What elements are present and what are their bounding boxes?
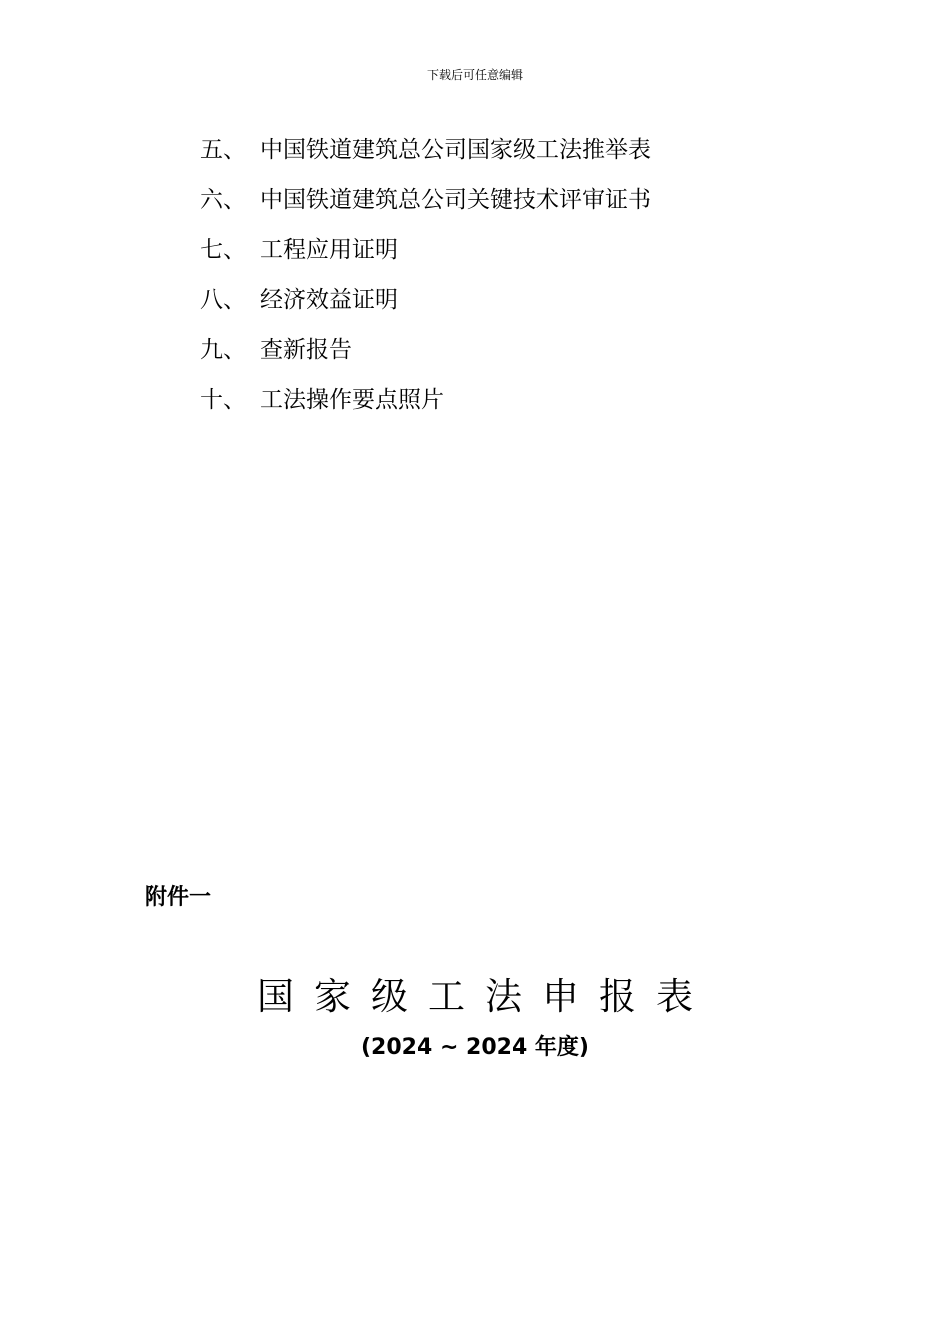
list-item-number: 七、 — [200, 237, 246, 263]
list-item-text: 中国铁道建筑总公司关键技术评审证书 — [260, 187, 651, 213]
list-item-number: 八、 — [200, 287, 246, 313]
list-item-number: 九、 — [200, 337, 246, 363]
list-item-number: 六、 — [200, 187, 246, 213]
list-item-number: 十、 — [200, 387, 246, 413]
attachment-label: 附件一 — [145, 885, 212, 910]
list-item — [200, 332, 651, 382]
list-item — [200, 232, 651, 282]
list-item-number: 五、 — [200, 137, 246, 163]
list-item-text: 经济效益证明 — [260, 287, 398, 313]
list-item-text: 工程应用证明 — [260, 237, 398, 263]
list-item-text: 查新报告 — [260, 337, 352, 363]
list-item-text: 中国铁道建筑总公司国家级工法推举表 — [260, 137, 651, 163]
list-item — [200, 182, 651, 232]
page-header-note: 下载后可任意编辑 — [426, 68, 523, 82]
list-item — [200, 382, 651, 432]
list-item — [200, 132, 651, 182]
form-subtitle: (2024 ~ 2024 年度) — [361, 1035, 589, 1060]
appendix-list — [200, 132, 651, 432]
form-title: 国家级工法申报表 — [257, 975, 713, 1018]
list-item — [200, 282, 651, 332]
list-item-text: 工法操作要点照片 — [260, 387, 444, 413]
